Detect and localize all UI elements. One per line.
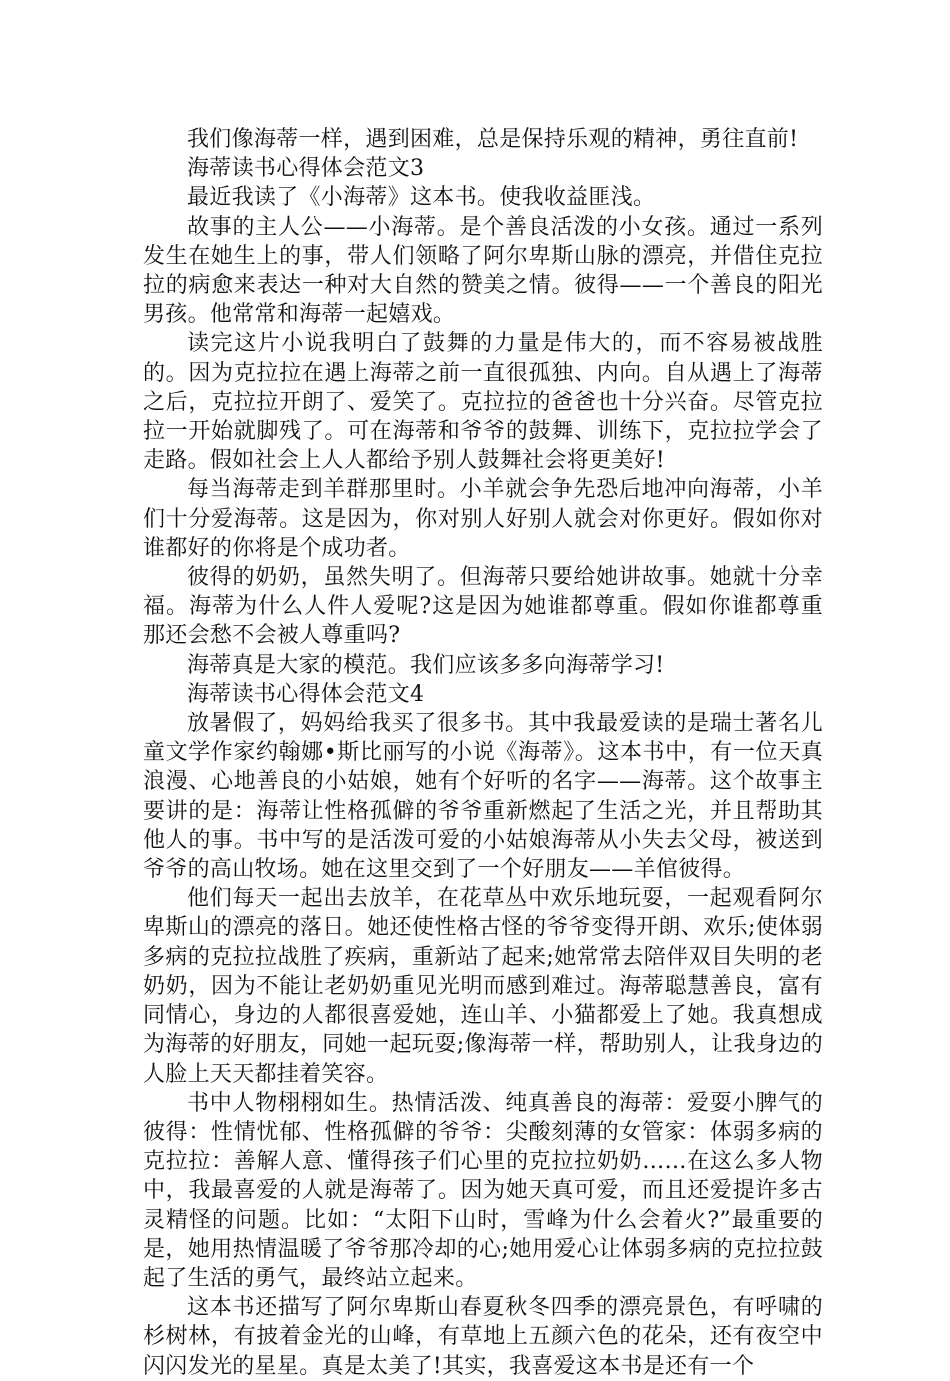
paragraph: 他们每天一起出去放羊，在花草丛中欢乐地玩耍，一起观看阿尔卑斯山的漂亮的落日。她还使性格古怪的爷爷变得开朗、欢乐;使体弱多病的克拉拉战胜了疾病，重新站了起来;她常常去陪伴双目失明的老奶奶，因为不能让老奶奶重见光明而感到难过。海蒂聪慧善良，富有同情心，身边的人都很喜爱她，连山羊、小猫都爱上了她。我真想成为海蒂的好朋友，同她一起玩耍;像海蒂一样，帮助别人，让我身边的人脸上天天都挂着笑容。 — [143, 886, 823, 1087]
paragraph: 读完这片小说我明白了鼓舞的力量是伟大的，而不容易被战胜的。因为克拉拉在遇上海蒂之前一直很孤独、内向。自从遇上了海蒂之后，克拉拉开朗了、爱笑了。克拉拉的爸爸也十分兴奋。尽管克拉拉一开始就脚残了。可在海蒂和爷爷的鼓舞、训练下，克拉拉学会了走路。假如社会上人人都给予别人鼓舞社会将更美好! — [143, 331, 823, 474]
section-heading: 海蒂读书心得体会范文4 — [187, 681, 425, 707]
paragraph: 海蒂真是大家的模范。我们应该多多向海蒂学习! — [187, 652, 665, 678]
paragraph: 我们像海蒂一样，遇到困难，总是保持乐观的精神，勇往直前! — [187, 127, 799, 152]
paragraph: 放暑假了，妈妈给我买了很多书。其中我最爱读的是瑞士著名儿童文学作家约翰娜•斯比丽写的小说《海蒂》。这本书中，有一位天真浪漫、心地善良的小姑娘，她有个好听的名字——海蒂。这个故事主要讲的是：海蒂让性格孤僻的爷爷重新燃起了生活之光，并且帮助其他人的事。书中写的是活泼可爱的小姑娘海蒂从小失去父母，被送到爷爷的高山牧场。她在这里交到了一个好朋友——羊倌彼得。 — [143, 711, 823, 883]
paragraph: 彼得的奶奶，虽然失明了。但海蒂只要给她讲故事。她就十分幸福。海蒂为什么人件人爱呢?这是因为她谁都尊重。假如你谁都尊重那还会愁不会被人尊重吗? — [143, 565, 823, 649]
paragraph: 每当海蒂走到羊群那里时。小羊就会争先恐后地冲向海蒂，小羊们十分爱海蒂。这是因为，你对别人好别人就会对你更好。假如你对谁都好的你将是个成功者。 — [143, 477, 823, 561]
paragraph: 这本书还描写了阿尔卑斯山春夏秋冬四季的漂亮景色，有呼啸的杉树林，有披着金光的山峰，有草地上五颜六色的花朵，还有夜空中闪闪发光的星星。真是太美了!其实，我喜爱这本书是还有一个 — [143, 1295, 823, 1379]
paragraph: 最近我读了《小海蒂》这本书。使我收益匪浅。 — [187, 185, 656, 211]
document-body — [143, 125, 823, 1381]
section-heading: 海蒂读书心得体会范文3 — [187, 156, 425, 182]
paragraph: 故事的主人公——小海蒂。是个善良活泼的小女孩。通过一系列发生在她生上的事，带人们领略了阿尔卑斯山脉的漂亮，并借住克拉拉的病愈来表达一种对大自然的赞美之情。彼得——一个善良的阳光男孩。他常常和海蒂一起嬉戏。 — [143, 214, 823, 328]
paragraph: 书中人物栩栩如生。热情活泼、纯真善良的海蒂：爱耍小脾气的彼得：性情忧郁、性格孤僻的爷爷：尖酸刻薄的女管家：体弱多病的克拉拉：善解人意、懂得孩子们心里的克拉拉奶奶……在这么多人物中，我最喜爱的人就是海蒂了。因为她天真可爱，而且还爱提许多古灵精怪的问题。比如：“太阳下山时，雪峰为什么会着火?”最重要的是，她用热情温暖了爷爷那冷却的心;她用爱心让体弱多病的克拉拉鼓起了生活的勇气，最终站立起来。 — [143, 1090, 823, 1291]
